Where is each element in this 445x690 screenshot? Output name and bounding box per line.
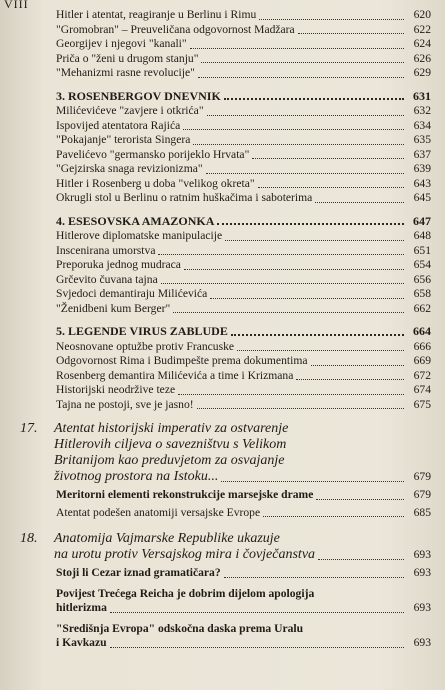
toc-entry: "Ženidbeni kum Berger" 662 xyxy=(56,301,431,315)
toc-entry: Tajna ne postoji, sve je jasno! 675 xyxy=(56,397,431,411)
toc-entry: Odgovornost Rima i Budimpešte prema dokumentima 669 xyxy=(56,354,431,367)
toc-entry: i Kavkazu 693 xyxy=(56,636,431,649)
toc-entry: Meritorni elementi rekonstrukcije marsejske drame 679 xyxy=(56,488,431,501)
chapter-title-line: Atentat historijski imperativ za ostvarenje xyxy=(54,421,289,436)
chapter-number: 17. xyxy=(20,421,38,436)
chapter-heading: 4. ESESOVSKA AMAZONKA 647 xyxy=(56,213,431,228)
section-5 xyxy=(34,340,431,413)
toc-entry: Atentat podešen anatomiji versajske Evrope 685 xyxy=(56,505,431,519)
toc-entry: Pavelićevo "germansko porijeklo Hrvata" 637 xyxy=(56,147,431,161)
section-a xyxy=(34,8,431,81)
toc-entry: "Mehanizmi rasne revolucije" 629 xyxy=(56,66,431,79)
toc-entry: "Pokajanje" terorista Singera 635 xyxy=(56,133,431,146)
section-3 xyxy=(34,104,431,206)
toc-entry: Neosnovane optužbe protiv Francuske 666 xyxy=(56,339,431,353)
chapter-heading: 5. LEGENDE VIRUS ZABLUDE 664 xyxy=(56,324,431,338)
toc-entry-line: "Središnja Evropa" odskočna daska prema Uralu xyxy=(56,621,304,635)
toc-entry: hitlerizma 693 xyxy=(56,601,431,614)
chapter-18 xyxy=(20,531,431,651)
toc-entry: Svjedoci demantiraju Milićevića 658 xyxy=(56,287,431,300)
toc-entry: Hitler i Rosenberg u doba "velikog okreta" 643 xyxy=(56,176,431,190)
chapter-title-last: na urotu protiv Versajskog mira i čovječanstva 693 xyxy=(54,547,431,562)
chapter-title-line: Anatomija Vajmarske Republike ukazuje xyxy=(54,531,280,546)
toc-entry: Hitler i atentat, reagiranje u Berlinu i Rimu 620 xyxy=(56,8,431,21)
chapter-number: 18. xyxy=(20,531,38,546)
toc-entry: Milićevićeve "zavjere i otkrića" 632 xyxy=(56,104,431,117)
toc-entry: Stoji li Cezar iznad gramatičara? 693 xyxy=(56,566,431,579)
toc-entry: Okrugli stol u Berlinu o ratnim huškačima i saboterima 645 xyxy=(56,191,431,204)
chapter-title-line: Britanijom kao preduvjetom za osvajanje xyxy=(54,453,285,468)
toc-entry: Ispovijed atentatora Rajića 634 xyxy=(56,118,431,132)
section-4 xyxy=(34,229,431,316)
chapter-title-line: Hitlerovih ciljeva o savezništvu s Velikom xyxy=(54,437,287,452)
toc-entry: "Gejzirska snaga revizionizma" 639 xyxy=(56,162,431,175)
chapter-17 xyxy=(20,421,431,520)
toc-entry: Rosenberg demantira Milićevića a time i Krizmana 672 xyxy=(56,368,431,382)
toc-entry: Georgijev i njegovi "kanali" 624 xyxy=(56,37,431,50)
toc-entry: Historijski neodržive teze 674 xyxy=(56,383,431,396)
toc-entry: Inscenirana umorstva 651 xyxy=(56,243,431,257)
chapter-title-last: životnog prostora na Istoku... 679 xyxy=(54,469,431,484)
toc-entry: Hitlerove diplomatske manipulacije 648 xyxy=(56,229,431,242)
toc-entry: Preporuka jednog mudraca 654 xyxy=(56,258,431,271)
toc-entry-line: Povijest Trećega Reicha je dobrim dijelom apologija xyxy=(56,586,315,600)
toc-entry: Priča o "ženi u drugom stanju" 626 xyxy=(56,51,431,65)
chapter-heading: 3. ROSENBERGOV DNEVNIK 631 xyxy=(56,88,431,103)
running-head: VIII xyxy=(4,0,29,11)
toc-entry: Grčevito čuvana tajna 656 xyxy=(56,272,431,286)
toc-entry: "Gromobran" – Preuveličana odgovornost Madžara 622 xyxy=(56,22,431,36)
